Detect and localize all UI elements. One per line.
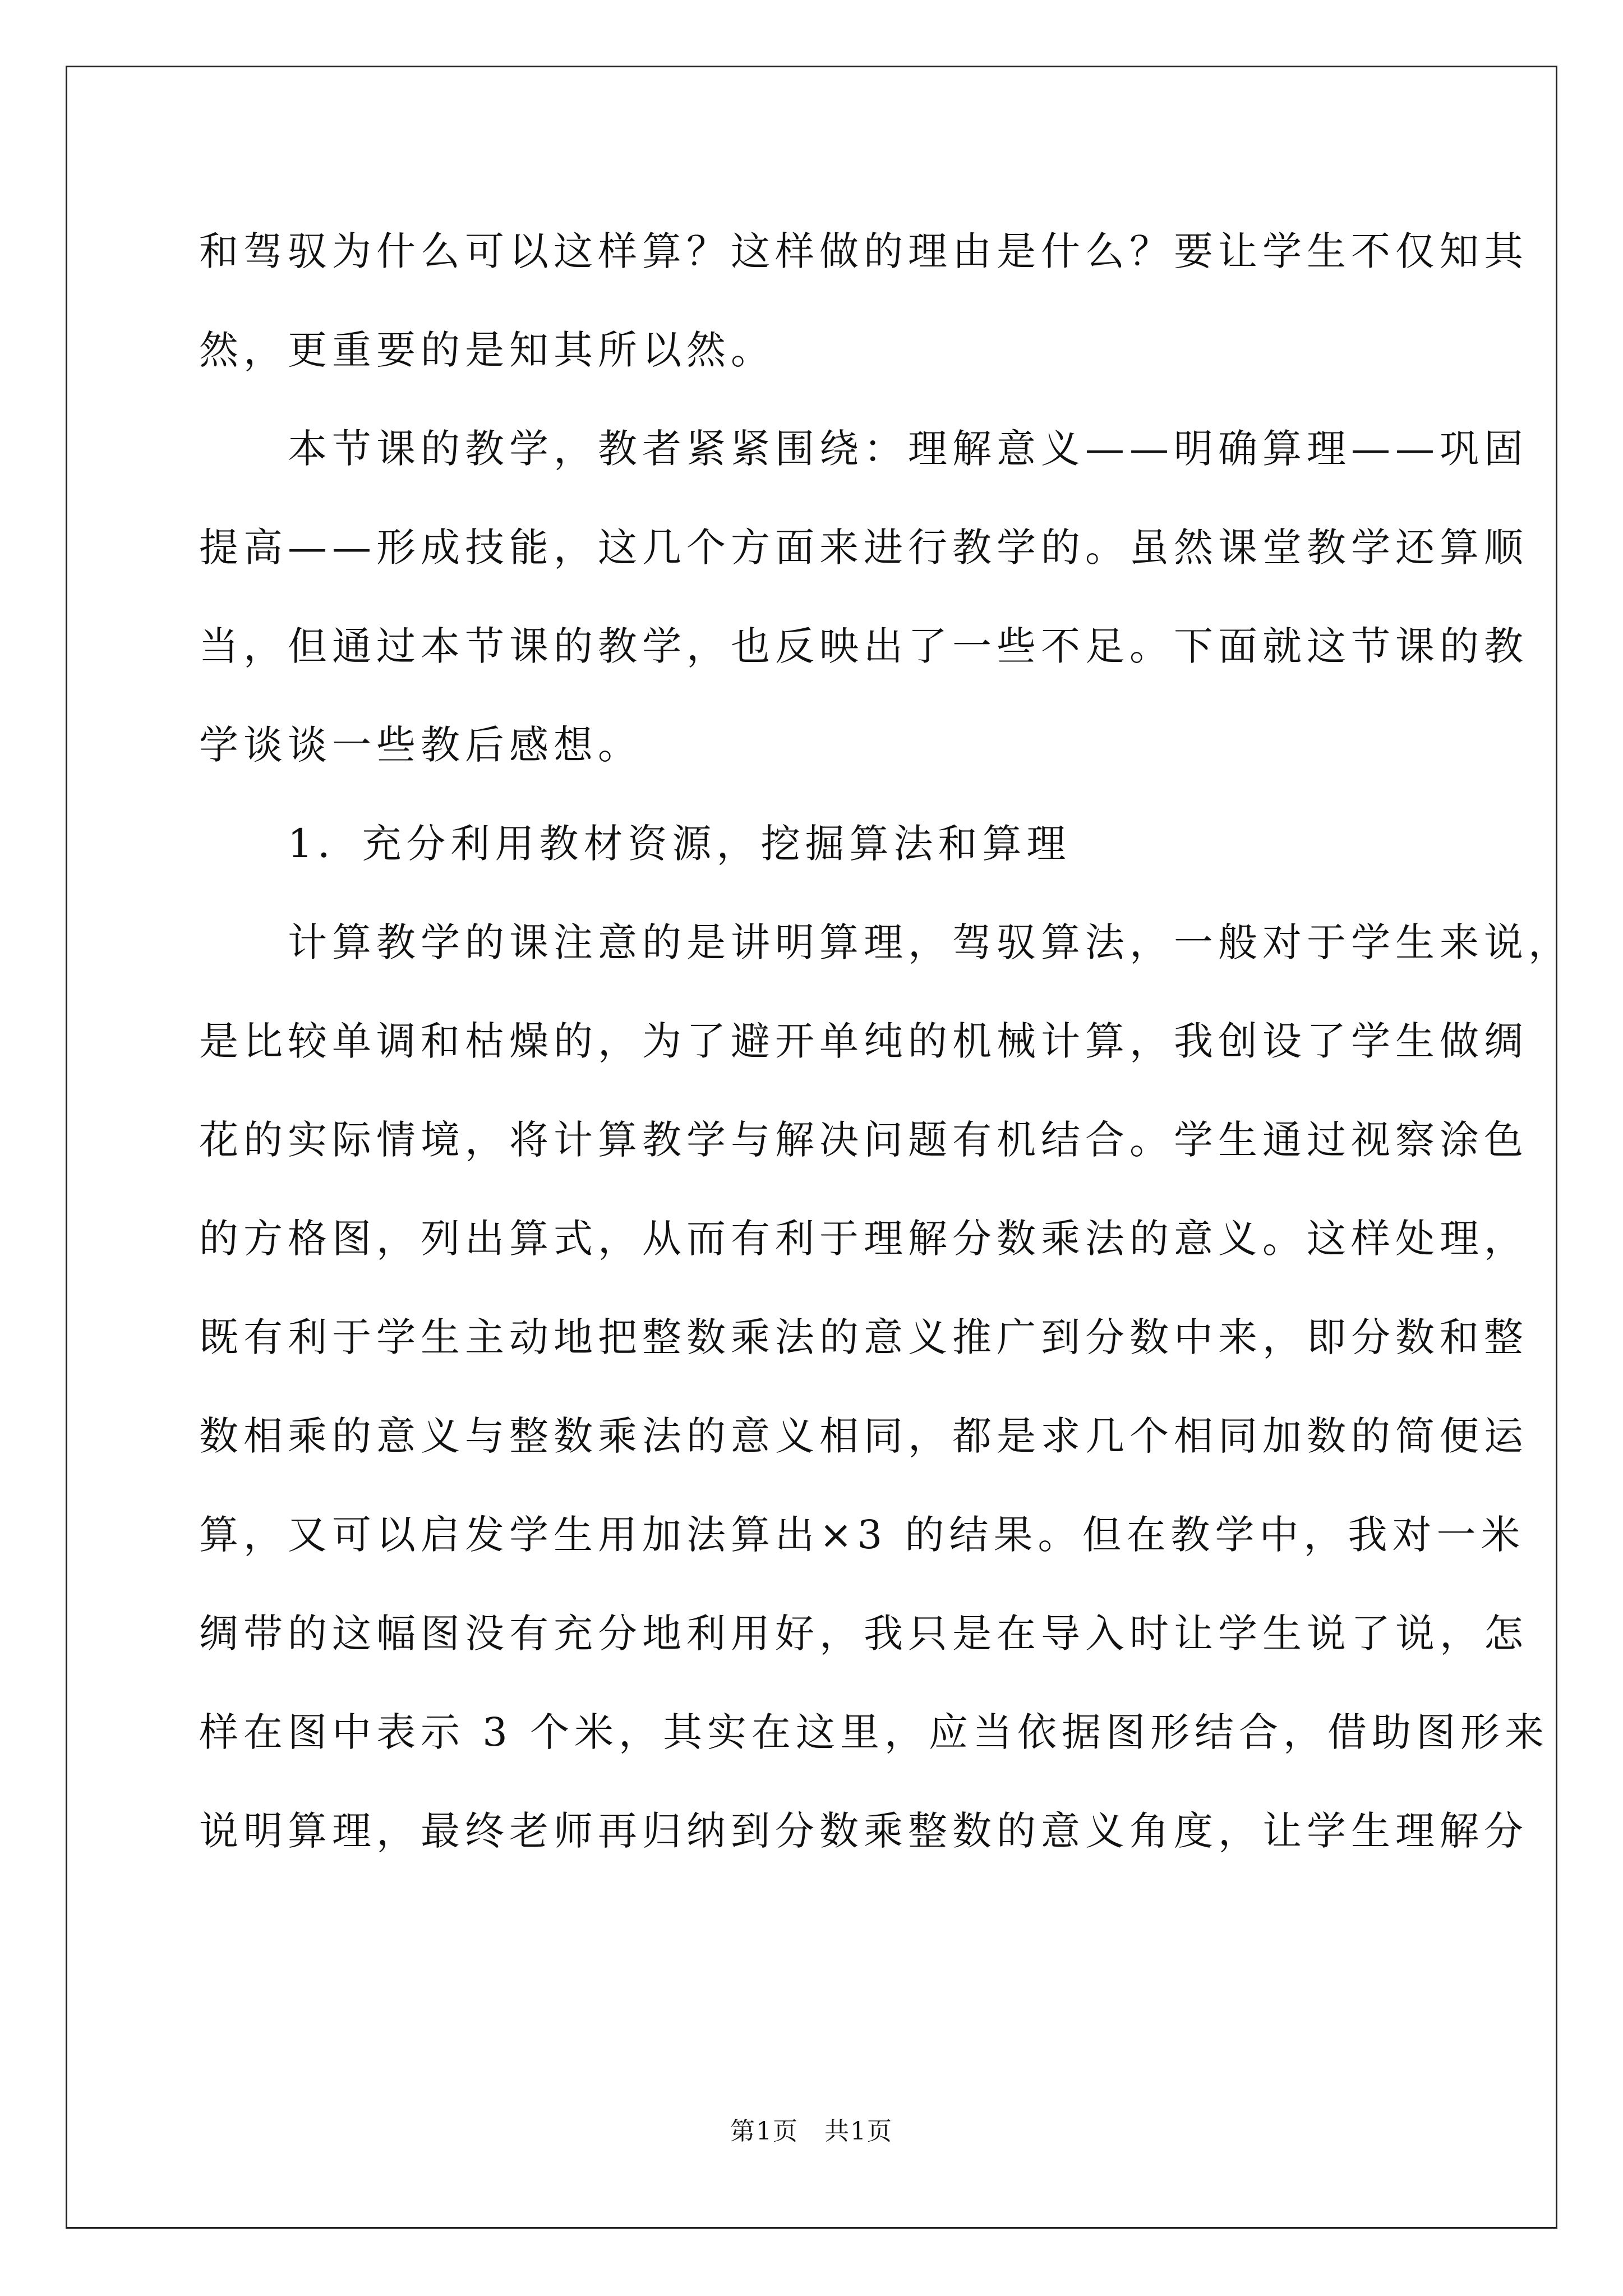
text-line: 说明算理，最终老师再归纳到分数乘整数的意义角度，让学生理解分 [199, 1808, 1528, 1854]
text-line: 数相乘的意义与整数乘法的意义相同，都是求几个相同加数的简便运 [199, 1413, 1528, 1459]
page-footer: 第1页 共1页 [730, 2117, 893, 2146]
text-line: 花的实际情境，将计算教学与解决问题有机结合。学生通过视察涂色 [199, 1117, 1528, 1163]
text-line: 计算教学的课注意的是讲明算理，驾驭算法，一般对于学生来说， [199, 919, 1573, 965]
text-line: 算，又可以启发学生用加法算出×3 的结果。但在教学中，我对一米 [199, 1512, 1525, 1558]
text-line: 提高——形成技能，这几个方面来进行教学的。虽然课堂教学还算顺 [199, 524, 1528, 570]
document-body [199, 220, 1573, 1898]
text-line: 的方格图，列出算式，从而有利于理解分数乘法的意义。这样处理， [199, 1216, 1528, 1262]
text-line: 绸带的这幅图没有充分地利用好，我只是在导入时让学生说了说，怎 [199, 1611, 1528, 1657]
text-line: 既有利于学生主动地把整数乘法的意义推广到分数中来，即分数和整 [199, 1314, 1528, 1360]
section-heading: 1．充分利用教材资源，挖掘算法和算理 [199, 821, 1071, 867]
text-line: 当，但通过本节课的教学，也反映出了一些不足。下面就这节课的教 [199, 623, 1528, 669]
text-line: 然，更重要的是知其所以然。 [199, 327, 775, 373]
text-line: 和驾驭为什么可以这样算？这样做的理由是什么？要让学生不仅知其 [199, 228, 1528, 274]
text-line: 是比较单调和枯燥的，为了避开单纯的机械计算，我创设了学生做绸 [199, 1018, 1528, 1064]
text-line: 学谈谈一些教后感想。 [199, 722, 642, 768]
text-line: 样在图中表示 3 个米，其实在这里，应当依据图形结合，借助图形来 [199, 1709, 1550, 1755]
text-line: 本节课的教学，教者紧紧围绕：理解意义——明确算理——巩固 [199, 426, 1528, 472]
